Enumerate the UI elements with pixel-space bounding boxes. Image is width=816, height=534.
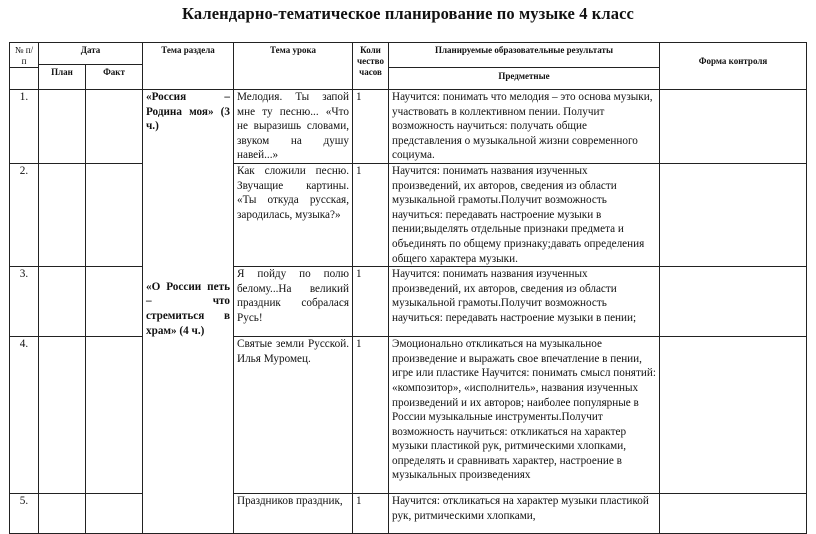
table-row	[10, 494, 807, 534]
control-cell	[660, 163, 807, 266]
section-cell	[143, 90, 234, 534]
header-outcomes: Планируемые образовательные результаты	[389, 43, 660, 68]
outcome-cell: Научится: понимать что мелодия – это основа музыки, участвовать в коллективном пении. Получит возможность научиться: получать общие представления о музыкальной жизни современного социума.	[389, 90, 660, 164]
lesson-topic: Святые земли Русской. Илья Муромец.	[234, 337, 353, 494]
fact-cell	[86, 494, 143, 534]
header-control: Форма контроля	[660, 43, 807, 90]
control-cell	[660, 494, 807, 534]
section-title: «О России петь – что стремиться в храм» (4 ч.)	[146, 280, 230, 337]
lesson-topic: Мелодия. Ты запой мне ту песню... «Что не выразишь словами, звуком на душу навей...»	[234, 90, 353, 164]
fact-cell	[86, 163, 143, 266]
header-date: Дата	[39, 43, 143, 65]
header-num-empty	[10, 68, 39, 90]
hours-cell: 1	[353, 163, 389, 266]
outcome-cell: Научится: понимать названия изученных произведений, их авторов, сведения из области музыкальной грамоты.Получит возможность научиться: передавать настроение музыки в пении;	[389, 267, 660, 337]
planning-table	[9, 42, 807, 534]
fact-cell	[86, 267, 143, 337]
table-row	[10, 337, 807, 494]
table-row	[10, 90, 807, 164]
header-subject: Предметные	[389, 68, 660, 90]
row-num: 5.	[10, 494, 39, 534]
plan-cell	[39, 494, 86, 534]
hours-cell: 1	[353, 494, 389, 534]
plan-cell	[39, 90, 86, 164]
header-plan: План	[39, 65, 86, 90]
outcome-cell: Научится: понимать названия изученных произведений, их авторов, сведения из области музыкальной грамоты.Получит возможность научиться: передавать настроение музыки в пении;выделять отдельные признаки предмета и объединять по общему признаку;давать определения общего характера музыки.	[389, 163, 660, 266]
lesson-topic: Праздников праздник,	[234, 494, 353, 534]
plan-cell	[39, 337, 86, 494]
control-cell	[660, 90, 807, 164]
table-row	[10, 163, 807, 266]
hours-cell: 1	[353, 337, 389, 494]
section-title: «Россия – Родина моя» (3 ч.)	[146, 91, 230, 133]
lesson-topic: Я пойду по полю белому...На великий праздник собралася Русь!	[234, 267, 353, 337]
hours-cell: 1	[353, 267, 389, 337]
row-num: 1.	[10, 90, 39, 164]
outcome-cell: Эмоционально откликаться на музыкальное произведение и выражать свое впечатление в пении, игре или пластике Научится: понимать смысл понятий: «композитор», «исполнитель», названия изученных произведений и их авторов; наиболее популярные в России музыкальные инструменты.Получит возможность научиться: откликаться на характер музыки пластикой рук, ритмическими хлопками, определять и сравнивать характер, настроение в музыкальных произведениях	[389, 337, 660, 494]
row-num: 4.	[10, 337, 39, 494]
header-section: Тема раздела	[143, 43, 234, 90]
fact-cell	[86, 90, 143, 164]
plan-cell	[39, 267, 86, 337]
row-num: 2.	[10, 163, 39, 266]
plan-cell	[39, 163, 86, 266]
header-num: № п/п	[10, 43, 39, 68]
control-cell	[660, 337, 807, 494]
outcome-cell: Научится: откликаться на характер музыки пластикой рук, ритмическими хлопками,	[389, 494, 660, 534]
header-fact: Факт	[86, 65, 143, 90]
lesson-topic: Как сложили песню. Звучащие картины. «Ты откуда русская, зародилась, музыка?»	[234, 163, 353, 266]
fact-cell	[86, 337, 143, 494]
header-lesson: Тема урока	[234, 43, 353, 90]
header-hours: Коли чество часов	[353, 43, 389, 90]
row-num: 3.	[10, 267, 39, 337]
table-row	[10, 267, 807, 337]
hours-cell: 1	[353, 90, 389, 164]
page-title: Календарно-тематическое планирование по музыке 4 класс	[182, 4, 634, 23]
control-cell	[660, 267, 807, 337]
